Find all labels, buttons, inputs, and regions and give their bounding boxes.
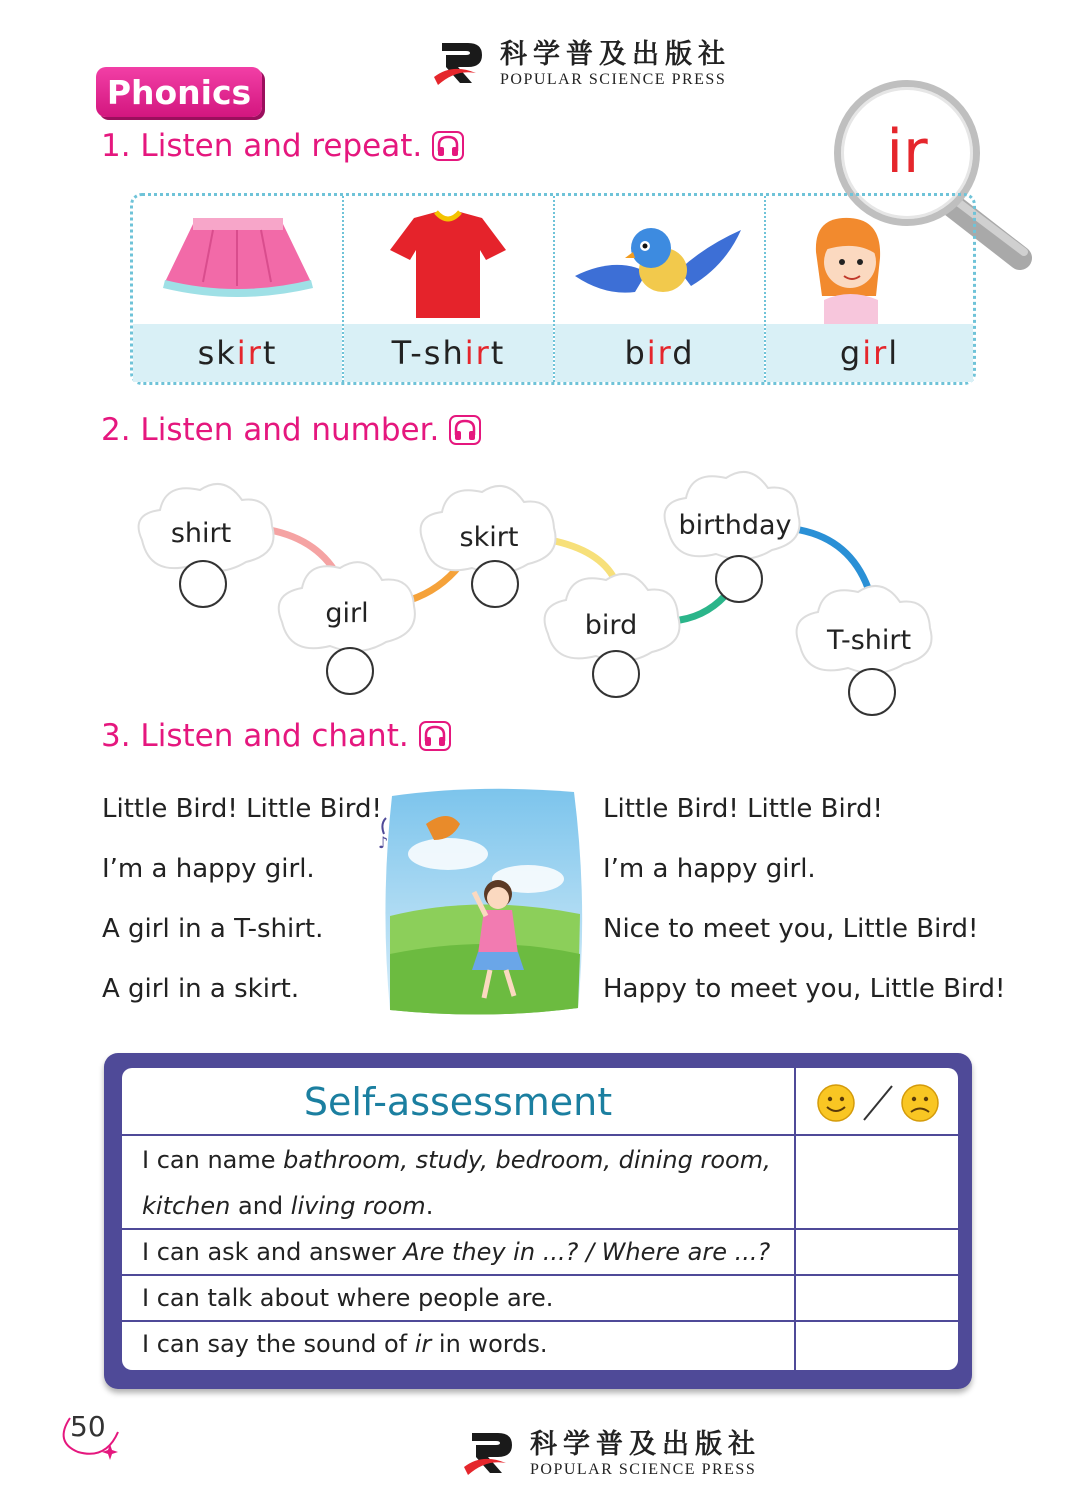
vocab-box bbox=[130, 193, 976, 385]
headphones-icon[interactable] bbox=[419, 721, 451, 751]
publisher-name-en: POPULAR SCIENCE PRESS bbox=[530, 1461, 757, 1478]
number-circle-2[interactable] bbox=[326, 647, 374, 695]
assessment-row-1-line-1: I can name bathroom, study, bedroom, dining room, bbox=[142, 1146, 771, 1174]
tshirt-illustration bbox=[344, 196, 553, 324]
headphones-icon[interactable] bbox=[432, 131, 464, 161]
cloud-chain-graphic bbox=[120, 470, 960, 720]
girl-illustration bbox=[766, 196, 973, 324]
svg-text:♪: ♪ bbox=[378, 833, 389, 852]
number-circle-6[interactable] bbox=[848, 668, 896, 716]
sad-face-icon bbox=[902, 1085, 938, 1121]
vocab-card-bird bbox=[555, 196, 766, 382]
section3-heading bbox=[101, 718, 451, 754]
section1-heading bbox=[101, 128, 464, 164]
publisher-name-en: POPULAR SCIENCE PRESS bbox=[500, 71, 727, 88]
assessment-row-3-text: I can talk about where people are. bbox=[142, 1284, 554, 1312]
publisher-emblem-icon bbox=[432, 33, 490, 89]
number-circle-4[interactable] bbox=[592, 650, 640, 698]
vocab-card-girl bbox=[766, 196, 973, 382]
assessment-row-1 bbox=[122, 1134, 958, 1228]
smile-face-icon bbox=[818, 1085, 854, 1121]
assessment-row-2-text: I can ask and answer Are they in ...? / Where are ...? bbox=[142, 1238, 771, 1266]
self-assessment-title: Self-assessment bbox=[303, 1080, 613, 1124]
cloud-word-4: bird bbox=[584, 610, 638, 641]
cloud-word-3: skirt bbox=[459, 522, 519, 553]
assessment-row-4 bbox=[122, 1320, 958, 1370]
vocab-card-skirt bbox=[133, 196, 344, 382]
chant-right-line-4: Happy to meet you, Little Bird! bbox=[603, 974, 1006, 1004]
section2-heading bbox=[101, 412, 481, 448]
publisher-logo-top bbox=[432, 32, 731, 89]
magnifier-lens: ir bbox=[834, 80, 980, 226]
assessment-row-4-text: I can say the sound of ir in words. bbox=[142, 1330, 548, 1358]
chant-left-line-2: I’m a happy girl. bbox=[102, 854, 315, 884]
section2-title: 2. Listen and number. bbox=[101, 412, 440, 448]
publisher-emblem-icon bbox=[462, 1423, 520, 1479]
headphones-icon[interactable] bbox=[449, 415, 481, 445]
cloud-word-2: girl bbox=[325, 598, 369, 629]
chant-illustration bbox=[378, 784, 592, 1024]
page-number: 50 bbox=[70, 1410, 106, 1443]
section1-title: 1. Listen and repeat. bbox=[101, 128, 423, 164]
chant-left-line-3: A girl in a T-shirt. bbox=[102, 914, 324, 944]
skirt-illustration bbox=[133, 196, 342, 324]
publisher-logo-bottom bbox=[462, 1422, 761, 1479]
number-circle-5[interactable] bbox=[715, 555, 763, 603]
chant-left-line-4: A girl in a skirt. bbox=[102, 974, 300, 1004]
cloud-word-5: birthday bbox=[678, 510, 792, 541]
vocab-word-skirt: skirt bbox=[133, 324, 342, 382]
assessment-row-3 bbox=[122, 1274, 958, 1320]
vocab-word-bird: bird bbox=[555, 324, 764, 382]
assessment-row-1-line-2: kitchen and living room. bbox=[142, 1192, 434, 1220]
chant-left-line-1: Little Bird! Little Bird! bbox=[102, 794, 382, 824]
smile-frown-icons bbox=[814, 1080, 944, 1126]
vocab-word-girl: girl bbox=[766, 324, 973, 382]
vocab-word-tshirt: T-shirt bbox=[344, 324, 553, 382]
section3-title: 3. Listen and chant. bbox=[101, 718, 409, 754]
assessment-row-2 bbox=[122, 1228, 958, 1274]
chant-right-line-2: I’m a happy girl. bbox=[603, 854, 816, 884]
phonics-badge: Phonics bbox=[96, 67, 262, 117]
chant-right-line-1: Little Bird! Little Bird! bbox=[603, 794, 883, 824]
number-circle-1[interactable] bbox=[179, 560, 227, 608]
self-assessment-table bbox=[122, 1068, 958, 1370]
chant-right-line-3: Nice to meet you, Little Bird! bbox=[603, 914, 979, 944]
number-circle-3[interactable] bbox=[471, 560, 519, 608]
cloud-word-1: shirt bbox=[170, 518, 232, 549]
publisher-name-cn: 科学普及出版社 bbox=[500, 39, 731, 70]
cloud-word-6: T-shirt bbox=[826, 625, 912, 656]
publisher-name-cn: 科学普及出版社 bbox=[530, 1429, 761, 1460]
bird-illustration bbox=[555, 196, 764, 324]
vocab-card-tshirt bbox=[344, 196, 555, 382]
